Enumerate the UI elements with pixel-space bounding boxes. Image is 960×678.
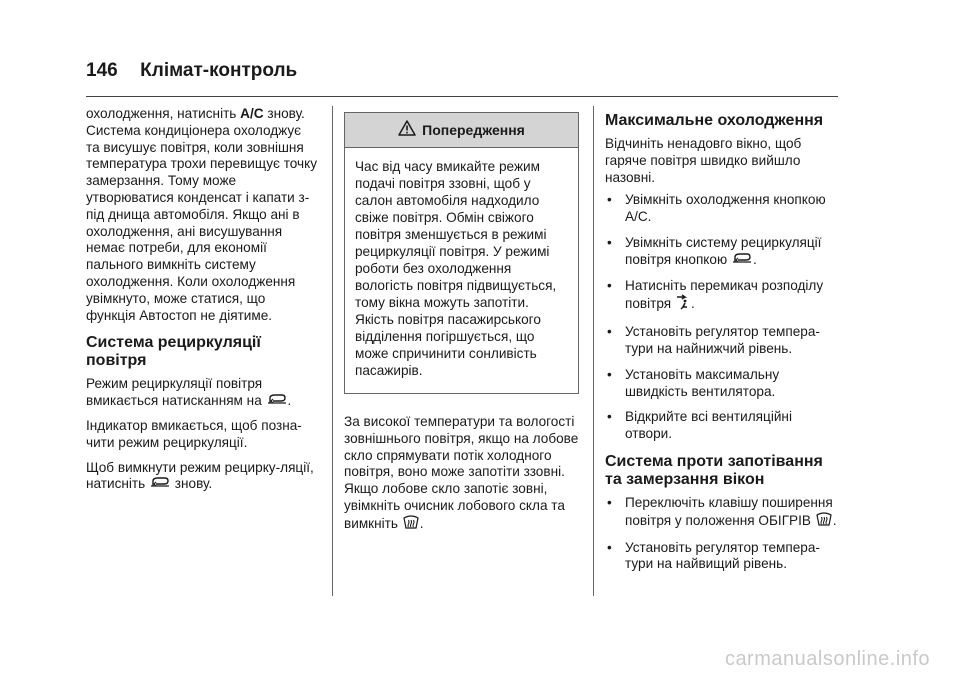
column-right	[605, 106, 840, 582]
recirculation-icon	[267, 393, 287, 410]
warning-title: Попередження	[422, 122, 525, 138]
list-item: • Установіть регулятор темпера-тури на найвищий рівень.	[605, 540, 840, 574]
watermark: carmanualsonline.info	[724, 648, 930, 670]
list-item: • Переключіть клавішу поширення повітря у положення ОБІГРІВ .	[605, 495, 840, 531]
header-divider	[86, 96, 838, 97]
recirculation-icon	[732, 252, 752, 269]
list-item: • Відкрийте всі вентиляційні отвори.	[605, 409, 840, 443]
max-cooling-heading: Максимальне охолодження	[605, 112, 824, 129]
fogging-paragraph: За високої температури та вологості зовнішнього повітря, якщо на лобове скло спрямувати потік холодного повітря, воно може запотіти ззовні. Якщо лобове скло запотіє зовні, увімкніть очисник лобового скла та вимкніть .	[344, 414, 579, 534]
list-item: • Установіть максимальну швидкість вентилятора.	[605, 367, 840, 401]
max-cooling-intro: Відчиніть ненадовго вікно, щоб гаряче повітря швидко вийшло назовні.	[605, 136, 802, 185]
defog-list	[605, 495, 840, 573]
cooling-paragraph: охолодження, натисніть A/C знову. Система кондиціонера охолоджує та висушує повітря, коли зовнішня температура трохи перевищує точку замерзання. Тому може утворюватися конденсат і капати з-під днища автомобіля. Якщо ані в охолодження, ані висушування немає потреби, для економії пального вимкніть систему охолодження. Коли охолодження увімкнуто, може статися, що функція Автостоп не діятиме.	[86, 106, 318, 323]
page-header	[86, 60, 840, 82]
windshield-defrost-icon	[816, 512, 832, 531]
column-left	[86, 106, 318, 493]
list-item: • Установіть регулятор темпера-тури на найнижчий рівень.	[605, 324, 840, 358]
warning-triangle-icon	[398, 120, 416, 141]
air-distribution-icon	[676, 294, 690, 315]
recirculation-heading: Система рециркуляції повітря	[86, 334, 261, 370]
recirculation-paragraph: Режим рециркуляції повітря вмикається натисканням на .	[86, 376, 292, 409]
column-middle	[344, 106, 579, 534]
defog-heading: Система проти запотівання та замерзання вікон	[605, 452, 823, 488]
max-cooling-list	[605, 192, 840, 443]
warning-header	[345, 113, 578, 148]
recirculation-icon	[150, 476, 170, 493]
list-item: • Натисніть перемикач розподілу повітря .	[605, 278, 840, 316]
warning-box	[344, 112, 579, 394]
page-title: Клімат-контроль	[140, 60, 298, 81]
indicator-paragraph: Індикатор вмикається, щоб позна-чити режим рециркуляції.	[86, 417, 302, 450]
column-divider-right	[593, 106, 594, 596]
list-item: • Увімкніть систему рециркуляції повітря кнопкою .	[605, 235, 840, 269]
ac-label: A/C	[240, 106, 264, 121]
column-divider-left	[332, 106, 333, 596]
page-number: 146	[86, 60, 118, 81]
warning-text: Час від часу вмикайте режим подачі повітря ззовні, щоб у салон автомобіля надходило свіже повітря. Обмін свіжого повітря зменшується в режимі рециркуляції повітря. У режимі роботи без охолодження вологість повітря підвищується, тому вікна можуть запотіти. Якість повітря пасажирського відділення погіршується, що може спричинити сонливість пасажирів.	[355, 159, 557, 378]
windshield-defrost-icon	[403, 515, 419, 534]
warning-body	[345, 148, 578, 393]
list-item: • Увімкніть охолодження кнопкою A/C.	[605, 192, 840, 226]
recirculation-off-paragraph: Щоб вимкнути режим рецирку-ляції, натисніть знову.	[86, 459, 314, 492]
